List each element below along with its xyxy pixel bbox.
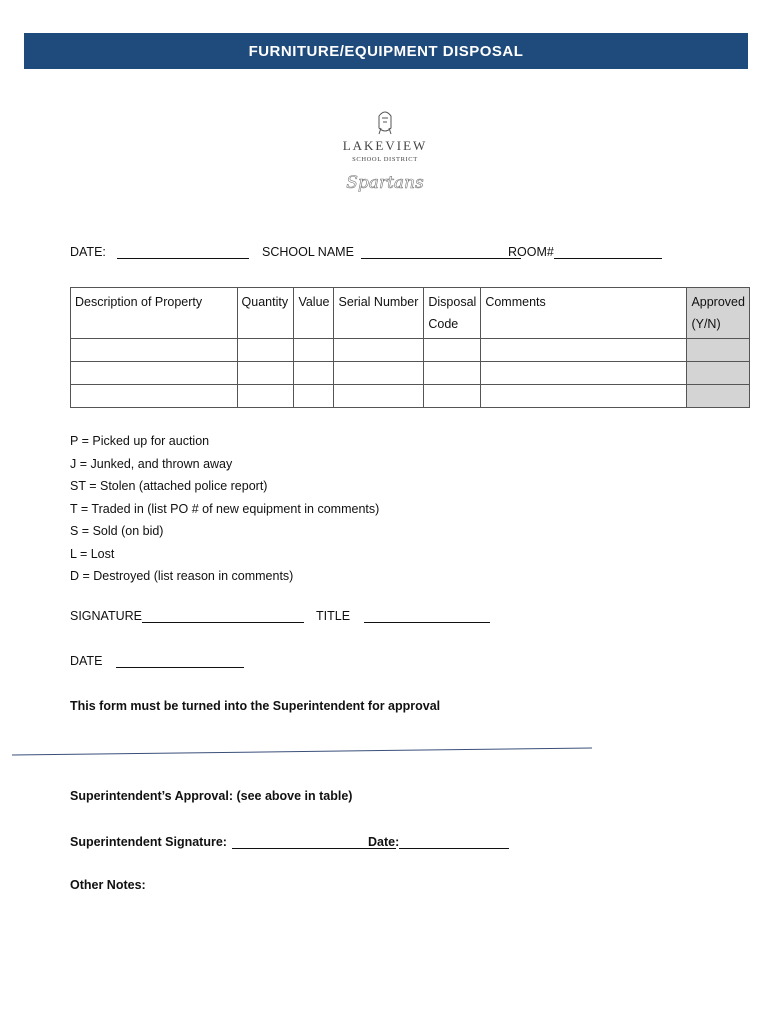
property-table [70, 287, 750, 408]
signature-date-field [70, 653, 244, 668]
table-cell[interactable] [424, 385, 481, 408]
logo-name: LAKEVIEW [342, 138, 428, 153]
table-cell[interactable] [424, 339, 481, 362]
table-cell-approved[interactable] [687, 362, 750, 385]
table-cell[interactable] [334, 362, 424, 385]
legend-item: P = Picked up for auction [70, 434, 210, 448]
col-disposal-code: Disposal Code [424, 288, 481, 339]
legend-item: T = Traded in (list PO # of new equipment in comments) [70, 501, 380, 516]
date-line[interactable] [117, 244, 249, 259]
table-cell[interactable] [237, 362, 294, 385]
form-title: FURNITURE/EQUIPMENT DISPOSAL [248, 42, 524, 60]
col-value: Value [294, 288, 334, 339]
room-line[interactable] [554, 244, 662, 259]
date-field [70, 244, 249, 259]
table-cell[interactable] [481, 339, 687, 362]
table-row [71, 362, 750, 385]
other-notes-label: Other Notes: [70, 878, 146, 892]
signature-label: SIGNATURE [70, 609, 142, 623]
col-comments: Comments [481, 288, 687, 339]
legend-item: L = Lost [70, 546, 115, 561]
superintendent-date-label: Date: [368, 835, 400, 849]
table-cell[interactable] [71, 385, 238, 408]
table-cell[interactable] [237, 339, 294, 362]
title-line[interactable] [364, 608, 490, 623]
table-cell[interactable] [71, 339, 238, 362]
date-label: DATE: [70, 245, 106, 259]
col-quantity: Quantity [237, 288, 294, 339]
logo-script: Spartans [346, 173, 424, 193]
col-approved: Approved (Y/N) [687, 288, 750, 339]
legend-item: J = Junked, and thrown away [70, 456, 233, 471]
form-title-bar [24, 33, 748, 69]
disposal-code-legend [70, 430, 379, 588]
school-line[interactable] [361, 244, 521, 259]
table-cell[interactable] [424, 362, 481, 385]
superintendent-signature-field [70, 834, 396, 849]
room-label: ROOM# [508, 245, 554, 259]
district-logo [335, 108, 435, 218]
table-cell-approved[interactable] [687, 385, 750, 408]
table-cell[interactable] [334, 385, 424, 408]
table-cell[interactable] [294, 385, 334, 408]
logo-subname: SCHOOL DISTRICT [352, 156, 418, 163]
superintendent-date-line[interactable] [399, 834, 509, 849]
legend-item: S = Sold (on bid) [70, 524, 164, 538]
school-field [262, 244, 521, 259]
superintendent-signature-label: Superintendent Signature: [70, 835, 227, 849]
table-cell-approved[interactable] [687, 339, 750, 362]
col-serial: Serial Number [334, 288, 424, 339]
school-label: SCHOOL NAME [262, 245, 354, 259]
signature-line[interactable] [142, 608, 304, 623]
table-header-row [71, 288, 750, 339]
table-cell[interactable] [237, 385, 294, 408]
superintendent-approval: Superintendent’s Approval: (see above in table) [70, 789, 353, 803]
table-cell[interactable] [481, 362, 687, 385]
table-cell[interactable] [294, 362, 334, 385]
table-cell[interactable] [71, 362, 238, 385]
col-description: Description of Property [71, 288, 238, 339]
signature-date-label: DATE [70, 654, 103, 668]
room-field [508, 244, 662, 259]
table-cell[interactable] [294, 339, 334, 362]
section-divider [12, 745, 592, 757]
title-label: TITLE [316, 609, 351, 623]
legend-item: D = Destroyed (list reason in comments) [70, 569, 294, 583]
title-field [316, 608, 490, 623]
legend-item: ST = Stolen (attached police report) [70, 479, 268, 493]
signature-date-line[interactable] [116, 653, 244, 668]
table-cell[interactable] [334, 339, 424, 362]
superintendent-date-field [368, 834, 509, 849]
table-row [71, 339, 750, 362]
signature-field [70, 608, 304, 623]
approval-notice: This form must be turned into the Superintendent for approval [70, 699, 441, 713]
table-cell[interactable] [481, 385, 687, 408]
table-row [71, 385, 750, 408]
